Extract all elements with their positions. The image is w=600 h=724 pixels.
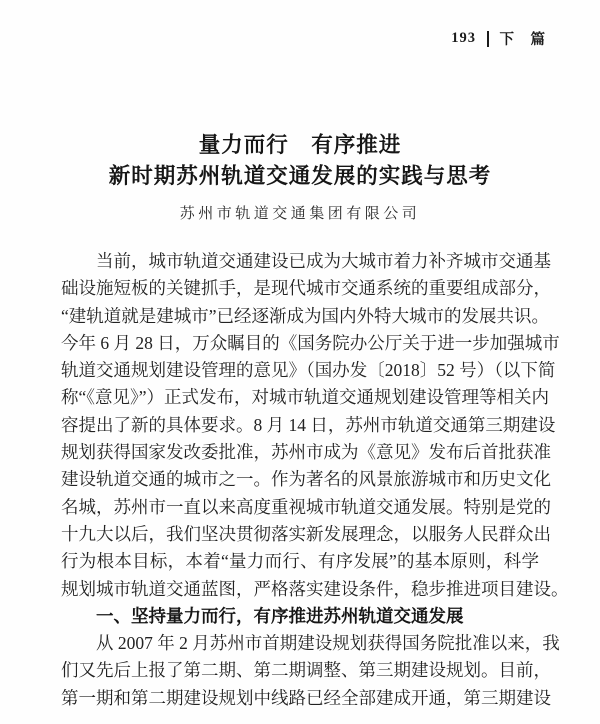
body-line: 十九大以后，我们坚决贯彻落实新发展理念，以服务人民群众出 [61, 523, 551, 544]
body-line: 名城，苏州市一直以来高度重视城市轨道交通发展。特别是党的 [61, 496, 551, 517]
body-line: 称“《意见》”）正式发布，对城市轨道交通规划建设管理等相关内 [61, 387, 550, 408]
body-line: 第一期和第二期建设规划中线路已经全部建成开通，第三期建设 [61, 687, 551, 708]
body-line: 容提出了新的具体要求。8 月 14 日，苏州市轨道交通第三期建设 [61, 414, 556, 435]
body-line: 今年 6 月 28 日，万众瞩目的《国务院办公厅关于进一步加强城市 [61, 332, 560, 353]
body-line: 们又先后上报了第二期、第二期调整、第三期建设规划。目前， [61, 660, 551, 681]
section-heading: 一、坚持量力而行，有序推进苏州轨道交通发展 [96, 605, 464, 626]
body-line: 行为根本目标，本着“量力而行、有序发展”的基本原则，科学 [61, 551, 539, 572]
article-title-line1: 量力而行 有序推进 [198, 133, 402, 157]
page-number: 193 [451, 30, 476, 46]
body-line: 从 2007 年 2 月苏州市首期建设规划获得国务院批准以来，我 [96, 633, 560, 654]
author: 苏州市轨道交通集团有限公司 [179, 206, 421, 222]
body-line: 轨道交通规划建设管理的意见》（国办发〔2018〕52 号）（以下简 [61, 360, 556, 381]
page-header [451, 28, 546, 49]
body-line: 规划获得国家发改委批准，苏州市成为《意见》发布后首批获准 [61, 442, 551, 463]
header-divider [487, 31, 489, 47]
article-title-line2: 新时期苏州轨道交通发展的实践与思考 [108, 164, 492, 188]
body-line: 当前，城市轨道交通建设已成为大城市着力补齐城市交通基 [96, 251, 551, 271]
section-label: 下 篇 [499, 32, 546, 48]
article-body [61, 248, 569, 712]
body-line: 建设轨道交通的城市之一。作为著名的风景旅游城市和历史文化 [61, 469, 551, 490]
body-line: 规划城市轨道交通蓝图，严格落实建设条件，稳步推进项目建设。 [61, 578, 569, 599]
body-line: 础设施短板的关键抓手，是现代城市交通系统的重要组成部分， [61, 278, 551, 299]
body-line: “建轨道就是建城市”已经逐渐成为国内外特大城市的发展共识。 [61, 305, 550, 326]
